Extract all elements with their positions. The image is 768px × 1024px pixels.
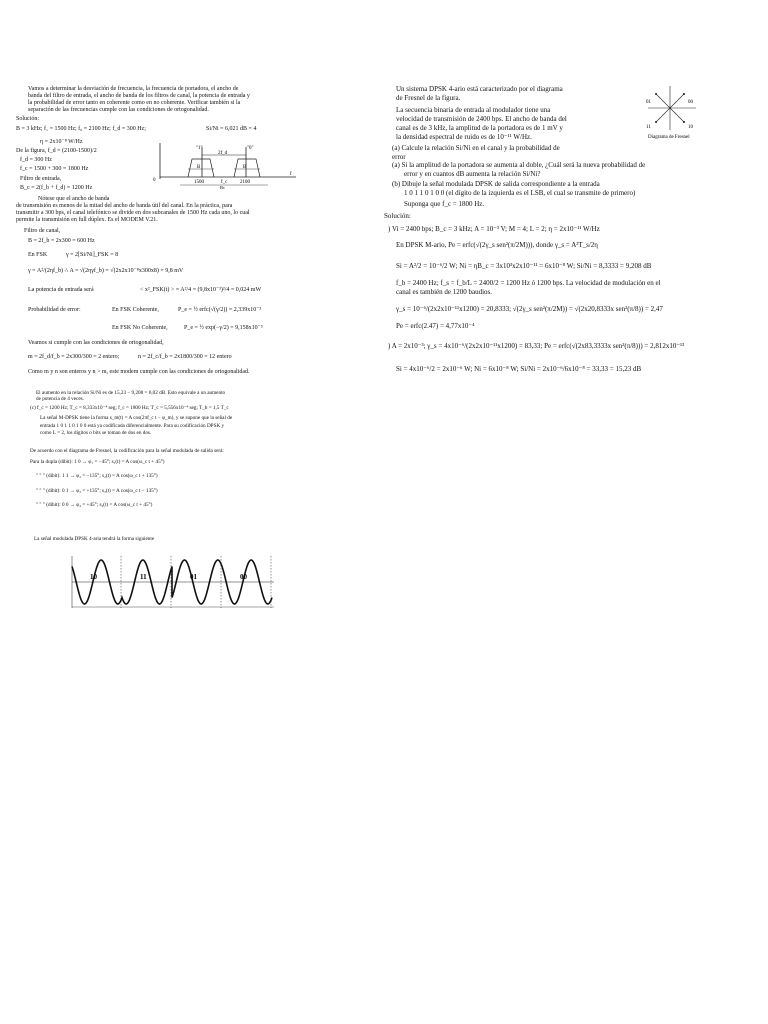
fresnel-label-10: 10	[688, 125, 693, 130]
spec-2fd: 2f_d	[218, 151, 228, 156]
fresnel-label-00: 00	[688, 100, 693, 105]
solucion-heading: Solución:	[16, 116, 40, 122]
input-power-equation: < x²_FSK(t) > = A²/4 = (9,8x10⁻³)²/4 = 0,024 mW	[140, 287, 262, 293]
question-c-line-3: Suponga que f_c = 1800 Hz.	[404, 200, 485, 208]
increase-line-2: de potencia de 4 veces.	[36, 396, 84, 402]
problem-line-2: de Fresnel de la figura.	[396, 94, 461, 102]
fresnel-label-01: 01	[646, 100, 651, 105]
dibit-10: Para la dupla (dibit): 1 0 → φ₁ = −45°; s₁(t) = A cos(ω_c t + 45°)	[30, 459, 165, 465]
spec-label-1: "1"	[196, 146, 203, 151]
question-a-line-2: error	[392, 153, 406, 161]
signal-form-line-1: La señal M-DPSK tiene la forma s_m(t) = A cos(2πf_c t − φ_m), y se supone que la señal de	[40, 415, 233, 421]
figure-deviation-line: De la figura, f_d = (2100-1500)/2	[16, 148, 97, 154]
fb-line-1: f_b = 2400 Hz; f_s = f_b/L = 2400/2 = 1200 Hz ó 1200 bps. La velocidad de modulación en el	[396, 279, 661, 287]
intro-line-3: la probabilidad de error tanto en coherente como en no coherente. Verificar también si la	[28, 100, 241, 106]
orthogonality-n: n = 2f_c/f_b = 2x1800/300 = 12 entero	[138, 354, 232, 360]
input-filter-label: Filtro de entrada,	[20, 176, 62, 182]
spec-bc: Bc	[220, 185, 225, 189]
fd-value: f_d = 300 Hz	[20, 157, 52, 163]
spec-axis-0: 0	[153, 178, 156, 183]
spec-axis-f: f	[290, 172, 292, 177]
notese-line-2: de transmisión es menos de la mitad del ancho de banda útil del canal. En la práctica, para	[16, 203, 233, 209]
question-b-line-2: error y en cuantos dB aumenta la relación Si/Ni?	[404, 170, 541, 178]
gamma-equation: γ = 2[Si/Ni]_FSK = 8	[66, 252, 119, 258]
dpsk-pe-formula: En DPSK M-ario, Pe = erfc(√(2γ_s sen²(π/2M))), donde γ_s = A²T_s/2η	[396, 241, 598, 249]
fresnel-coding-line: De acuerdo con el diagrama de Fresnel, la codificación para la señal modulada de salida será:	[30, 448, 224, 454]
bc-value: B_c = 2(f_b + f_d) = 1200 Hz	[20, 185, 93, 191]
spec-axis-2100: 2100	[240, 180, 250, 185]
givens-line: B = 3 kHz; f₁ = 1500 Hz; f₀ = 2100 Hz; f_d = 300 Hz;	[16, 126, 146, 132]
dpsk-waveform	[66, 554, 278, 612]
spec-axis-1500: 1500	[194, 180, 204, 185]
waveform-label-01: 01	[190, 573, 197, 581]
fsk-noncoherent-equation: P_e = ½ exp(−γ/2) = 9,158x10⁻³	[184, 325, 263, 331]
increase-line-1: El aumento en la relación Si/Ni es de 15,23 − 9,208 = 6,02 dB. Esto equivale a un aumento	[36, 390, 226, 396]
si-ni-given: Si/Ni = 6,021 dB = 4	[206, 126, 257, 132]
fsk-coherent-equation: P_e = ½ erfc(√(γ/2)) = 2,339x10⁻³	[178, 307, 262, 313]
fc-value: f_c = 1500 + 300 = 1800 Hz	[20, 166, 89, 172]
amplitude-equation: γ = A²/(2ηf_b) ∴ A = √(2ηγf_b) = √(2x2x10⁻⁸x300x8) = 9,8 mV	[28, 268, 184, 274]
fsk-noncoherent-label: En FSK No Coherente,	[112, 325, 168, 331]
input-power-label: La potencia de entrada será	[28, 287, 94, 293]
si-ni-calc: Si = A²/2 = 10⁻⁶/2 W; Ni = ηB_c = 3x10³x2x10⁻¹¹ = 6x10⁻⁸ W; Si/Ni = 8,3333 = 9,208 dB	[396, 262, 652, 270]
fsk-coherent-label: En FSK Coherente,	[112, 307, 159, 313]
dibit-00: " " " (dibit): 0 0 → φ₄ = +45°; s₄(t) = A cos(ω_c t + 45°)	[36, 502, 153, 508]
problem-line-1: Un sistema DPSK 4-ario está caracterizado por el diagrama	[396, 85, 563, 93]
problem-line-3: La secuencia binaria de entrada al modulador tiene una	[396, 106, 551, 114]
right-givens: ) Vi = 2400 bps; B_c = 3 kHz; A = 10⁻³ V; M = 4; L = 2; η = 2x10⁻¹¹ W/Hz	[388, 225, 600, 233]
waveform-label-11: 11	[140, 573, 147, 581]
signal-form-line-3: como L = 2, los dígitos o bits se toman de dos en dos.	[40, 430, 152, 436]
pe-result: Pe = erfc(2.47) = 4,77x10⁻⁴	[396, 322, 475, 330]
channel-filter-label: Filtro de canal,	[24, 228, 61, 234]
spec-b-1: B	[197, 165, 201, 170]
waveform-label-00: 00	[240, 573, 247, 581]
notese-line-1: Nótese que el ancho de banda	[38, 196, 110, 202]
spec-label-0: "0"	[247, 146, 254, 151]
intro-line-1: Vamos a determinar la desviación de frecuencia, la frecuencia de portadora, el ancho de	[28, 86, 239, 92]
notese-line-4: permite la transmisión en full dúplex. Es el MODEM V.21.	[16, 217, 158, 223]
question-b-line-1: (a) Si la amplitud de la portadora se aumenta al doble, ¿Cuál será la nueva probabilidad de	[392, 161, 646, 169]
problem-line-4: velocidad de transmisión de 2400 bps. El ancho de banda del	[396, 115, 567, 123]
intro-line-4: separación de las frecuencias cumple con las condiciones de ortogonalidad.	[28, 107, 209, 113]
spec-axis-fc: f_c	[221, 180, 228, 185]
question-c-line-2: 1 0 1 1 0 1 0 0 (el dígito de la izquierda es el LSB, el cual se transmite de primero)	[404, 189, 636, 197]
fb-line-2: canal es también de 1200 baudios.	[396, 288, 493, 296]
fresnel-label-11: 11	[646, 125, 651, 130]
question-a-line-1: (a) Calcule la relación Si/Ni en el canal y la probabilidad de	[392, 144, 560, 152]
orthogonality-intro: Veamos si cumple con las condiciones de ortogonalidad,	[28, 340, 164, 346]
notese-line-3: transmitir a 300 bps, el canal telefónico se divide en dos subcanales de 1500 Hz cada uno, lo cual	[16, 210, 250, 216]
waveform-caption: La señal modulada DPSK 4-aria tendrá la forma siguiente	[34, 536, 155, 542]
problem-line-5: canal es de 3 kHz, la amplitud de la portadora es de 1 mV y	[396, 124, 563, 132]
part-c-params: (c) f_c = 1200 Hz; T_c = 8,333x10⁻⁴ seg; f_c = 1800 Hz; T_c = 5,556x10⁻⁴ seg; T_b = 1,5 T_c	[30, 405, 229, 411]
fresnel-caption: Diagrama de Fresnel	[648, 135, 690, 140]
error-prob-label: Probabilidad de error:	[28, 307, 81, 313]
fresnel-diagram	[644, 84, 716, 140]
orthogonality-conclusion: Como m y n son enteros y n > m, este modem cumple con las condiciones de ortogonalidad.	[28, 369, 250, 375]
orthogonality-m: m = 2f_d/f_b = 2x300/300 = 2 entero;	[28, 354, 120, 360]
part-b-calc: ) A = 2x10⁻³; γ_s = 4x10⁻⁶/(2x2x10⁻¹¹x1200) = 83,33; Pe = erfc(√(2x83,3333x sen²(π/8))) = 2,812x10⁻¹³	[388, 342, 685, 350]
en-fsk-label: En FSK	[28, 252, 48, 258]
waveform-label-10: 10	[90, 573, 97, 581]
problem-line-6: la densidad espectral de ruido es de 10⁻¹¹ W/Hz.	[396, 133, 532, 141]
dibit-11: " " " (dibit): 1 1 → φ₂ = −135°; s₂(t) = A cos(ω_c t + 135°)	[36, 473, 158, 479]
part-b-si-ni: Si = 4x10⁻⁶/2 = 2x10⁻⁶ W; Ni = 6x10⁻⁸ W; Si/Ni = 2x10⁻⁶/6x10⁻⁸ = 33,33 = 15,23 dB	[396, 365, 642, 373]
gamma-s-calc: γ_s = 10⁻⁶/(2x2x10⁻¹¹x1200) = 20,8333; √(2γ_s sen²(π/2M)) = √(2x20,8333x sen²(π/8)) = 2,47	[396, 305, 663, 313]
question-c-line-1: (b) Dibuje la señal modulada DPSK de salida correspondiente a la entrada	[392, 180, 600, 188]
spec-b-2: B	[243, 165, 247, 170]
eta-given: η = 2x10⁻⁸ W/Hz	[40, 139, 83, 145]
fsk-spectrum-figure	[150, 141, 300, 189]
intro-line-2: banda del filtro de entrada, el ancho de banda de los filtros de canal, la potencia de entrada y	[28, 93, 250, 99]
channel-bandwidth: B = 2f_b = 2x300 = 600 Hz	[28, 238, 95, 244]
signal-form-line-2: entrada 1 0 1 1 0 1 0 0 está ya codificada diferencialmente. Para su codificación DPSK y	[40, 423, 225, 429]
solution-heading-right: Solución:	[384, 212, 411, 220]
dibit-01: " " " (dibit): 0 1 → φ₃ = +135°; s₃(t) = A cos(ω_c t − 135°)	[36, 488, 158, 494]
